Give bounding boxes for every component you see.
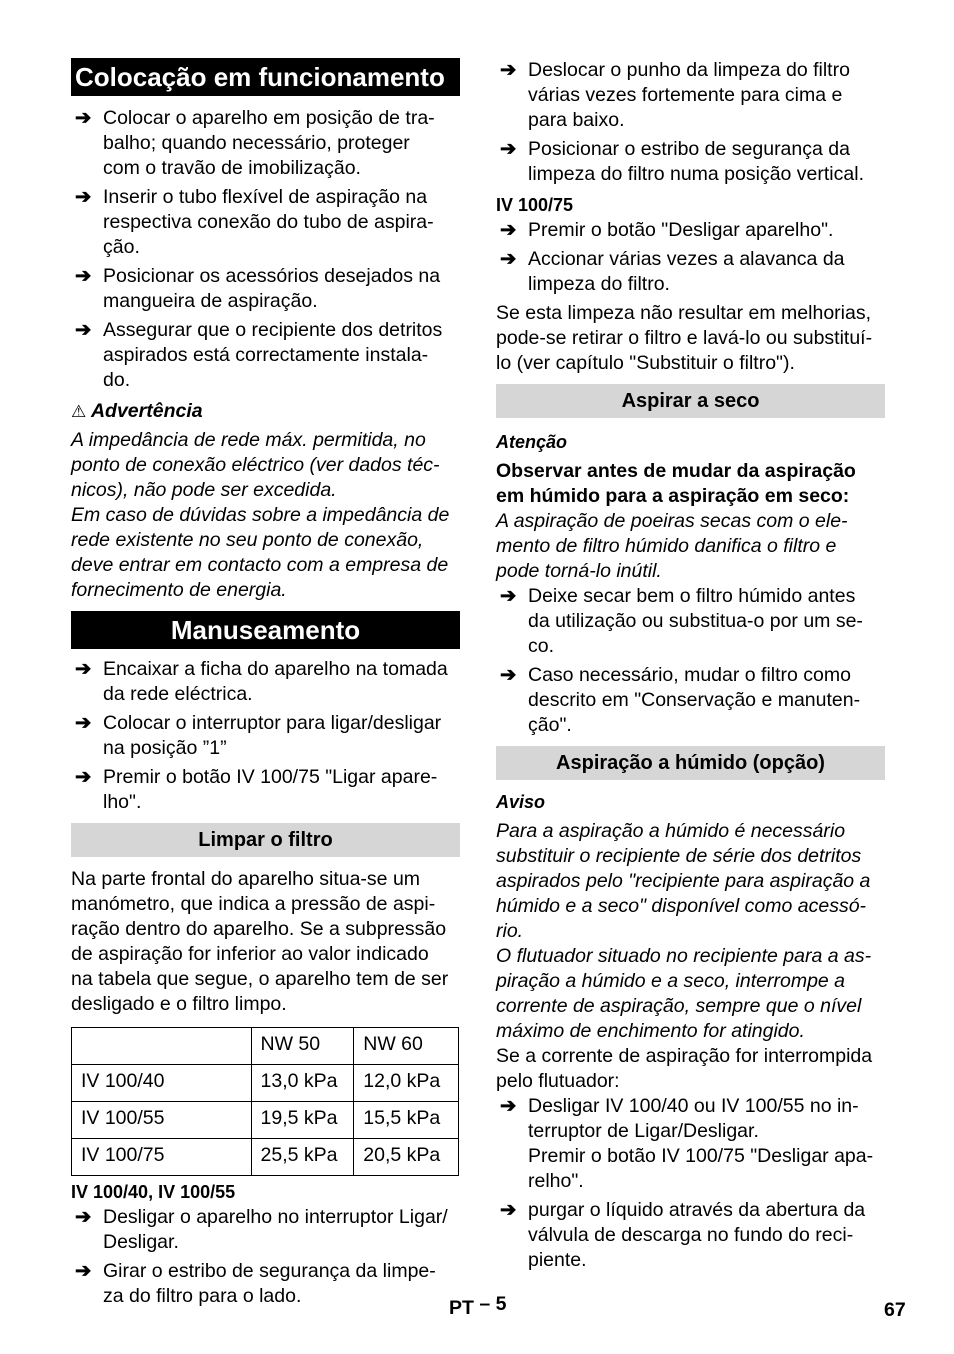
list-item [71,264,460,314]
float-text: Se a corrente de aspiração for interrompida pelo flutuador: [496,1045,873,1092]
arrow-icon: ➔ [500,1095,517,1117]
arrow-icon: ➔ [500,219,517,241]
arrow-icon: ➔ [75,1206,92,1228]
list-item [71,711,460,761]
table-cell: 19,5 kPa [251,1102,354,1139]
list-item-text: Encaixar a ficha do aparelho na tomada da rede eléctrica. [103,658,448,705]
heading-colocacao: Colocação em funcionamento [71,58,460,96]
list-item [71,318,460,393]
table-cell: NW 50 [251,1028,354,1065]
list-item [496,584,885,659]
list-item-text: Accionar várias vezes a alavanca da limpeza do filtro. [528,248,845,295]
warning-text-2: Em caso de dúvidas sobre a impedância de rede existente no seu ponto de conexão, deve entrar em contacto com a empresa de fornecimento de energia. [71,504,450,601]
list-item [71,1259,460,1309]
list-dry-steps [496,584,885,738]
list-colocacao [71,106,460,393]
table-row [72,1065,459,1102]
heading-aspiracao-humido: Aspiração a húmido (opção) [496,746,885,780]
table-cell: 15,5 kPa [354,1102,459,1139]
list-item-text: purgar o líquido através da abertura da válvula de descarga no fundo do reci- piente. [528,1199,866,1271]
arrow-icon: ➔ [75,1260,92,1282]
footer-section: – 5 [479,1293,507,1315]
list-item-text: Desligar o aparelho no interruptor Ligar/ Desligar. [103,1206,448,1253]
arrow-icon: ➔ [500,664,517,686]
table-cell: 13,0 kPa [251,1065,354,1102]
arrow-icon: ➔ [75,319,92,341]
list-item-text: Posicionar os acessórios desejados na mangueira de aspiração. [103,265,441,312]
cleaning-text: Se esta limpeza não resultar em melhorias, pode-se retirar o filtro e lavá-lo ou substituí- lo (ver capítulo "Substituir o filtro"). [496,302,873,374]
list-item-text: Colocar o aparelho em posição de tra- balho; quando necessário, proteger com o travão de imobilização. [103,107,435,179]
warning-text-1: A impedância de rede máx. permitida, no ponto de conexão eléctrico (ver dados téc- nicos), não pode ser excedida. [71,429,440,501]
list-item [71,1205,460,1255]
arrow-icon: ➔ [500,1199,517,1221]
list-models [71,1205,460,1309]
list-item-text: Posicionar o estribo de segurança da limpeza do filtro numa posição vertical. [528,138,864,185]
arrow-icon: ➔ [500,585,517,607]
list-item-text: Colocar o interruptor para ligar/desligar na posição ”1” [103,712,442,759]
list-filter-steps [496,58,885,187]
footer-lang: PT [449,1297,474,1319]
list-item-text: Inserir o tubo flexível de aspiração na respectiva conexão do tubo de aspira- ção. [103,186,434,258]
list-item [71,657,460,707]
table-cell: IV 100/40 [72,1065,252,1102]
table-cell: IV 100/75 [72,1139,252,1176]
list-item [496,58,885,133]
table-cell: IV 100/55 [72,1102,252,1139]
table-cell: 25,5 kPa [251,1139,354,1176]
list-item [496,663,885,738]
list-item [71,185,460,260]
attention-title: Atenção [496,432,568,452]
list-item-text: Deslocar o punho da limpeza do filtro várias vezes fortemente para cima e para baixo. [528,59,850,131]
list-item [71,765,460,815]
table-cell [72,1028,252,1065]
attention-text: A aspiração de poeiras secas com o ele- mento de filtro húmido danifica o filtro e pode torná-lo inútil. [496,510,848,582]
list-item-text: Deixe secar bem o filtro húmido antes da utilização ou substitua-o por um se- co. [528,585,863,657]
filter-text: Na parte frontal do aparelho situa-se um manómetro, que indica a pressão de aspi- ração dentro do aparelho. Se a subpressão de aspiração for inferior ao valor indicado na tabela que segue, o aparelho tem de ser desligado e o filtro limpo. [71,868,449,1015]
heading-limpar-filtro: Limpar o filtro [71,823,460,857]
warning-icon: ⚠ [71,402,87,421]
list-item [71,106,460,181]
heading-manuseamento: Manuseamento [71,611,460,649]
left-column [71,58,460,1309]
list-item [496,218,885,243]
table-row [72,1139,459,1176]
list-item-text: Desligar IV 100/40 ou IV 100/55 no in- terruptor de Ligar/Desligar. [528,1095,859,1142]
table-cell: 20,5 kPa [354,1139,459,1176]
footer-lang-section [449,1293,507,1321]
list-item [496,137,885,187]
list-model-steps [496,218,885,297]
warning-title: Advertência [90,400,203,422]
notice-title: Aviso [496,792,546,812]
list-manuseamento [71,657,460,815]
list-item-text: Caso necessário, mudar o filtro como descrito em "Conservação e manuten- ção". [528,664,861,736]
list-item [496,247,885,297]
pressure-table [71,1027,459,1176]
arrow-icon: ➔ [500,59,517,81]
right-column [496,58,885,1273]
list-item-text: Premir o botão IV 100/75 "Ligar apare- lho". [103,766,438,813]
notice-text-2: O flutuador situado no recipiente para a as- piração a húmido e a seco, interrompe a corrente de aspiração, sempre que o nível máximo de enchimento for atingido. [496,945,872,1042]
list-item [496,1198,885,1273]
arrow-icon: ➔ [75,107,92,129]
list-item-text: Assegurar que o recipiente dos detritos aspirados está correctamente instala- do. [103,319,443,391]
table-row [72,1102,459,1139]
list-item [496,1094,885,1144]
model-heading: IV 100/75 [496,195,574,215]
table-cell: 12,0 kPa [354,1065,459,1102]
warning-title-line [71,399,460,424]
table-cell: NW 60 [354,1028,459,1065]
arrow-icon: ➔ [500,138,517,160]
list-item-text: Premir o botão "Desligar aparelho". [528,219,834,241]
list-item-subtext: Premir o botão IV 100/75 "Desligar apa- relho". [528,1145,874,1192]
models-heading: IV 100/40, IV 100/55 [71,1182,236,1202]
arrow-icon: ➔ [75,186,92,208]
notice-text-1: Para a aspiração a húmido é necessário substituir o recipiente de série dos detritos aspirados pelo "recipiente para aspiração a húmido e a seco" disponível como acessó- rio. [496,820,871,942]
arrow-icon: ➔ [75,766,92,788]
page-number: 67 [884,1299,906,1321]
arrow-icon: ➔ [75,265,92,287]
attention-bold: Observar antes de mudar da aspiração em húmido para a aspiração em seco: [496,460,856,507]
arrow-icon: ➔ [75,712,92,734]
arrow-icon: ➔ [500,248,517,270]
heading-aspirar-seco: Aspirar a seco [496,384,885,418]
list-item-text: Girar o estribo de segurança da limpe- za do filtro para o lado. [103,1260,436,1307]
table-header-row [72,1028,459,1065]
arrow-icon: ➔ [75,658,92,680]
